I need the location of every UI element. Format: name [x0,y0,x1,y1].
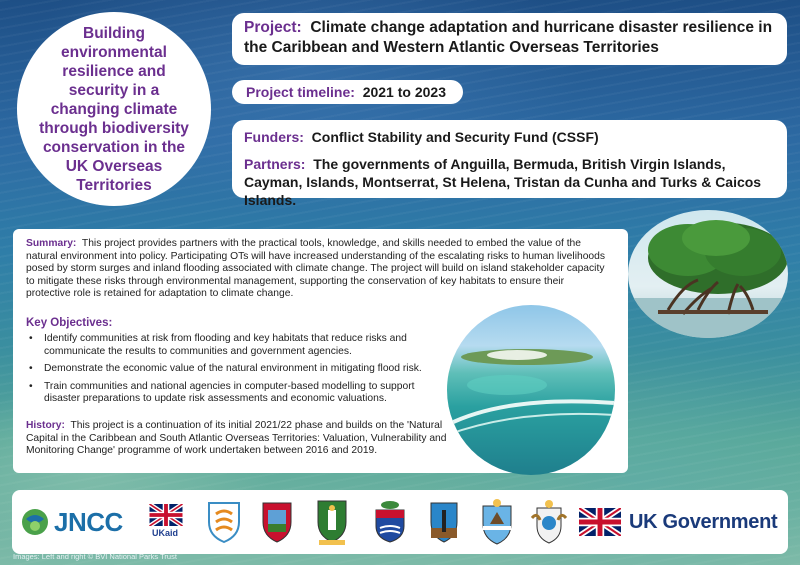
anguilla-crest-icon [206,500,242,544]
timeline-text: 2021 to 2023 [362,84,446,100]
uk-government-wordmark: UK Government [629,510,778,533]
history-paragraph [26,420,466,458]
objectives-list [26,333,446,411]
tristan-crest-icon [530,498,568,546]
list-item: • Train communities and national agencies in computer-based modelling to support disaster preparations to update risk assessments and economic valuations. [26,381,446,406]
summary-paragraph [26,238,606,301]
uk-government-logo [579,490,777,554]
title-circle [17,12,211,206]
history-text: This project is a continuation of its initial 2021/22 phase and builds on the 'Natural Capital in the Caribbean and South Atlantic Overseas Territories: Valuation, Vulnerability and Monitoring Change' programme of work undertaken between 2016 and 2019. [26,420,447,456]
project-label: Project: [244,19,302,36]
partners-text: The governments of Anguilla, Bermuda, British Virgin Islands, Cayman, Islands, Montserrat, St Helena, Tristan da Cunha and Turks & Caicos Islands. [244,156,762,208]
union-flag-icon [579,508,621,536]
funders-text: Conflict Stability and Security Fund (CSSF) [311,129,599,145]
funders-label: Funders: [244,129,304,145]
jncc-wordmark: JNCC [54,506,123,537]
montserrat-crest-icon [428,500,460,544]
mangrove-illustration [628,210,788,338]
timeline-box [232,80,463,104]
project-box [232,13,787,65]
summary-text: This project provides partners with the practical tools, knowledge, and skills needed to embed the value of the natural environment into policy. Participating OTs will have increased understanding of the escalating risks to human livelihoods posed by storm surges and inland flooding associated with climate change. The project will build on island stakeholder capacity to mitigate these risks through environmental management, supporting the conservation of key habitats to ensure their protective role is retained for adaptation to climate change. [26,238,606,299]
coast-illustration [447,305,615,475]
logo-footer [12,490,788,554]
project-text: Climate change adaptation and hurricane disaster resilience in the Caribbean and Western Atlantic Overseas Territories [244,19,773,56]
list-item: • Demonstrate the economic value of the natural environment in mitigating flood risk. [26,363,446,376]
funders-box [232,120,787,208]
mangrove-photo [628,210,788,338]
ukaid-wordmark: UKaid [152,528,179,538]
bermuda-crest-icon [260,500,294,544]
timeline-label: Project timeline: [246,84,355,100]
partners-label: Partners: [244,156,306,172]
summary-label: Summary: [26,238,77,249]
objectives-heading: Key Objectives: [26,317,113,329]
uk-flag-icon [149,504,183,526]
history-label: History: [26,420,65,431]
bvi-crest-icon [315,498,349,546]
coast-photo [447,305,615,475]
jncc-logo [20,490,123,554]
st-helena-crest-icon [480,498,514,546]
jncc-globe-icon [20,507,50,537]
image-credit: Images: Left and right © BVI National Parks Trust [13,552,177,561]
cayman-crest-icon [370,498,410,546]
poster-title: Building environmental resilience and security in a changing climate through biodiversity conservation in the UK Overseas Territories [39,24,189,194]
list-item: • Identify communities at risk from flooding and key habitats that reduce risks and communicate the results to communities and government agencies. [26,333,446,358]
